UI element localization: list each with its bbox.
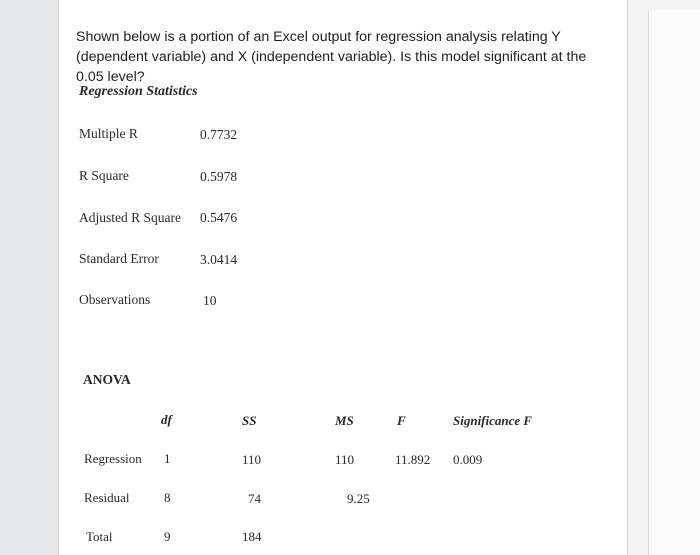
anova-residual-ss: 74 — [248, 491, 261, 506]
anova-header-ss: SS — [242, 413, 257, 428]
stat-value-r-square: 0.5978 — [200, 169, 238, 184]
anova-regression-f: 11.892 — [395, 452, 431, 467]
stat-value-multiple-r: 0.7732 — [200, 127, 238, 142]
anova-total-df: 9 — [164, 529, 171, 544]
anova-header-f: F — [397, 413, 406, 428]
side-panel — [628, 0, 700, 555]
stat-label-observations: Observations — [79, 292, 151, 307]
anova-total-ss: 184 — [242, 529, 262, 544]
anova-residual-df: 8 — [164, 490, 171, 505]
side-panel-inner — [648, 10, 700, 555]
anova-label-total: Total — [86, 529, 113, 544]
stat-value-observations: 10 — [203, 293, 217, 308]
anova-header-ms: MS — [335, 413, 354, 428]
question-text: Shown below is a portion of an Excel output for regression analysis relating Y (dependent variable) and X (independent variable). Is this model significant at the 0.05 level? — [76, 29, 587, 85]
anova-regression-ms: 110 — [335, 452, 355, 467]
stat-label-adjusted-r-square: Adjusted R Square — [79, 210, 181, 225]
stat-value-adjusted-r-square: 0.5476 — [200, 210, 238, 225]
anova-title: ANOVA — [83, 372, 131, 387]
stat-value-standard-error: 3.0414 — [200, 252, 238, 267]
anova-residual-ms: 9.25 — [347, 491, 370, 506]
stat-label-multiple-r: Multiple R — [79, 126, 138, 141]
anova-regression-ss: 110 — [242, 452, 262, 467]
anova-header-df: df — [161, 412, 172, 427]
stat-label-standard-error: Standard Error — [79, 251, 159, 266]
anova-regression-significance-f: 0.009 — [453, 452, 483, 467]
anova-regression-df: 1 — [164, 451, 171, 466]
stat-label-r-square: R Square — [79, 168, 129, 183]
anova-header-significance-f: Significance F — [453, 413, 533, 428]
regression-statistics-title: Regression Statistics — [79, 84, 198, 99]
anova-label-residual: Residual — [84, 490, 130, 505]
anova-label-regression: Regression — [84, 451, 142, 466]
